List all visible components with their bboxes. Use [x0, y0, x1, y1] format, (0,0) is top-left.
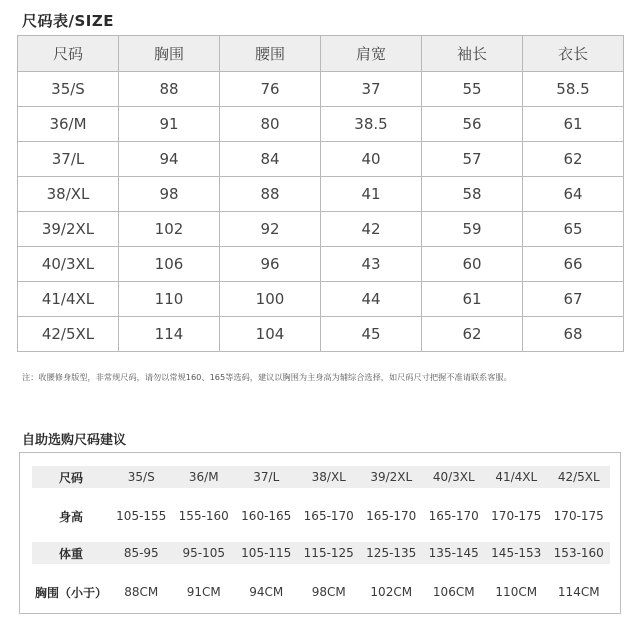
cell-length: 68 — [523, 317, 624, 352]
rec-value: 110CM — [495, 585, 538, 599]
cell-sleeve: 59 — [422, 212, 523, 247]
rec-value: 37/L — [253, 470, 280, 484]
table-row — [18, 282, 624, 317]
cell-length: 58.5 — [523, 72, 624, 107]
rec-value: 85-95 — [123, 546, 159, 560]
rec-value: 160-165 — [241, 509, 292, 523]
cell-length: 62 — [523, 142, 624, 177]
cell-chest: 88 — [119, 72, 220, 107]
size-chart-header-row — [18, 36, 624, 72]
cell-chest: 114 — [119, 317, 220, 352]
rec-row-size — [32, 466, 610, 488]
rec-value: 125-135 — [366, 546, 417, 560]
rec-value: 91CM — [186, 585, 221, 599]
rec-value: 155-160 — [178, 509, 229, 523]
header-length: 衣长 — [523, 36, 624, 72]
table-row — [18, 142, 624, 177]
cell-chest: 102 — [119, 212, 220, 247]
cell-waist: 84 — [220, 142, 321, 177]
rec-value: 98CM — [311, 585, 346, 599]
rec-value: 42/5XL — [557, 470, 600, 484]
rec-value: 106CM — [432, 585, 475, 599]
table-row — [18, 317, 624, 352]
cell-length: 66 — [523, 247, 624, 282]
rec-label: 尺码 — [58, 470, 83, 485]
size-chart-body — [18, 72, 624, 352]
cell-length: 65 — [523, 212, 624, 247]
cell-shoulder: 42 — [321, 212, 422, 247]
rec-value: 170-175 — [553, 509, 604, 523]
cell-waist: 88 — [220, 177, 321, 212]
cell-chest: 91 — [119, 107, 220, 142]
cell-sleeve: 58 — [422, 177, 523, 212]
cell-waist: 100 — [220, 282, 321, 317]
rec-value: 105-155 — [116, 509, 167, 523]
rec-value: 41/4XL — [495, 470, 538, 484]
rec-value: 165-170 — [366, 509, 417, 523]
table-row — [18, 72, 624, 107]
cell-length: 61 — [523, 107, 624, 142]
rec-value: 88CM — [124, 585, 159, 599]
rec-value: 105-115 — [241, 546, 292, 560]
rec-row-chest — [32, 581, 610, 603]
recommendation-title: 自助选购尺码建议 — [22, 433, 127, 448]
cell-waist: 80 — [220, 107, 321, 142]
cell-shoulder: 43 — [321, 247, 422, 282]
cell-waist: 104 — [220, 317, 321, 352]
rec-row-height — [32, 505, 610, 527]
header-chest: 胸围 — [119, 36, 220, 72]
cell-size: 40/3XL — [18, 247, 119, 282]
cell-waist: 96 — [220, 247, 321, 282]
cell-sleeve: 61 — [422, 282, 523, 317]
rec-value: 36/M — [188, 470, 219, 484]
cell-shoulder: 40 — [321, 142, 422, 177]
cell-shoulder: 45 — [321, 317, 422, 352]
cell-size: 36/M — [18, 107, 119, 142]
rec-value: 94CM — [249, 585, 284, 599]
size-chart-note: 注：收腰修身版型，非常规尺码，请勿以常规160、165等选码，建议以胸围为主身高为辅综合选择，如尺码尺寸把握不准请联系客服。 — [22, 372, 512, 382]
recommendation-table — [19, 452, 621, 614]
rec-value: 153-160 — [553, 546, 604, 560]
table-row — [18, 247, 624, 282]
rec-value: 40/3XL — [432, 470, 475, 484]
cell-length: 64 — [523, 177, 624, 212]
table-row — [18, 212, 624, 247]
rec-label: 体重 — [58, 546, 83, 561]
cell-waist: 76 — [220, 72, 321, 107]
cell-shoulder: 37 — [321, 72, 422, 107]
cell-chest: 98 — [119, 177, 220, 212]
cell-shoulder: 38.5 — [321, 107, 422, 142]
rec-value: 39/2XL — [370, 470, 413, 484]
cell-sleeve: 55 — [422, 72, 523, 107]
header-size: 尺码 — [18, 36, 119, 72]
table-row — [18, 177, 624, 212]
cell-length: 67 — [523, 282, 624, 317]
cell-sleeve: 57 — [422, 142, 523, 177]
cell-size: 39/2XL — [18, 212, 119, 247]
size-chart-table — [17, 35, 624, 352]
cell-shoulder: 44 — [321, 282, 422, 317]
cell-sleeve: 60 — [422, 247, 523, 282]
header-sleeve: 袖长 — [422, 36, 523, 72]
rec-value: 170-175 — [491, 509, 542, 523]
cell-sleeve: 62 — [422, 317, 523, 352]
table-row — [18, 107, 624, 142]
header-waist: 腰围 — [220, 36, 321, 72]
rec-value: 165-170 — [303, 509, 354, 523]
rec-label: 胸围（小于） — [34, 585, 107, 600]
cell-size: 41/4XL — [18, 282, 119, 317]
cell-size: 35/S — [18, 72, 119, 107]
header-shoulder: 肩宽 — [321, 36, 422, 72]
rec-value: 135-145 — [428, 546, 479, 560]
rec-value: 102CM — [370, 585, 413, 599]
cell-chest: 106 — [119, 247, 220, 282]
size-chart-header — [18, 36, 624, 72]
rec-value: 35/S — [127, 470, 155, 484]
cell-sleeve: 56 — [422, 107, 523, 142]
rec-value: 145-153 — [491, 546, 542, 560]
rec-value: 165-170 — [428, 509, 479, 523]
cell-size: 42/5XL — [18, 317, 119, 352]
rec-row-weight — [32, 542, 610, 564]
cell-size: 37/L — [18, 142, 119, 177]
cell-shoulder: 41 — [321, 177, 422, 212]
rec-value: 95-105 — [182, 546, 225, 560]
rec-value: 38/XL — [311, 470, 346, 484]
rec-value: 114CM — [557, 585, 600, 599]
rec-value: 115-125 — [303, 546, 354, 560]
cell-chest: 110 — [119, 282, 220, 317]
size-chart-title: 尺码表/SIZE — [22, 12, 114, 30]
rec-label: 身高 — [58, 509, 83, 524]
cell-chest: 94 — [119, 142, 220, 177]
cell-size: 38/XL — [18, 177, 119, 212]
cell-waist: 92 — [220, 212, 321, 247]
